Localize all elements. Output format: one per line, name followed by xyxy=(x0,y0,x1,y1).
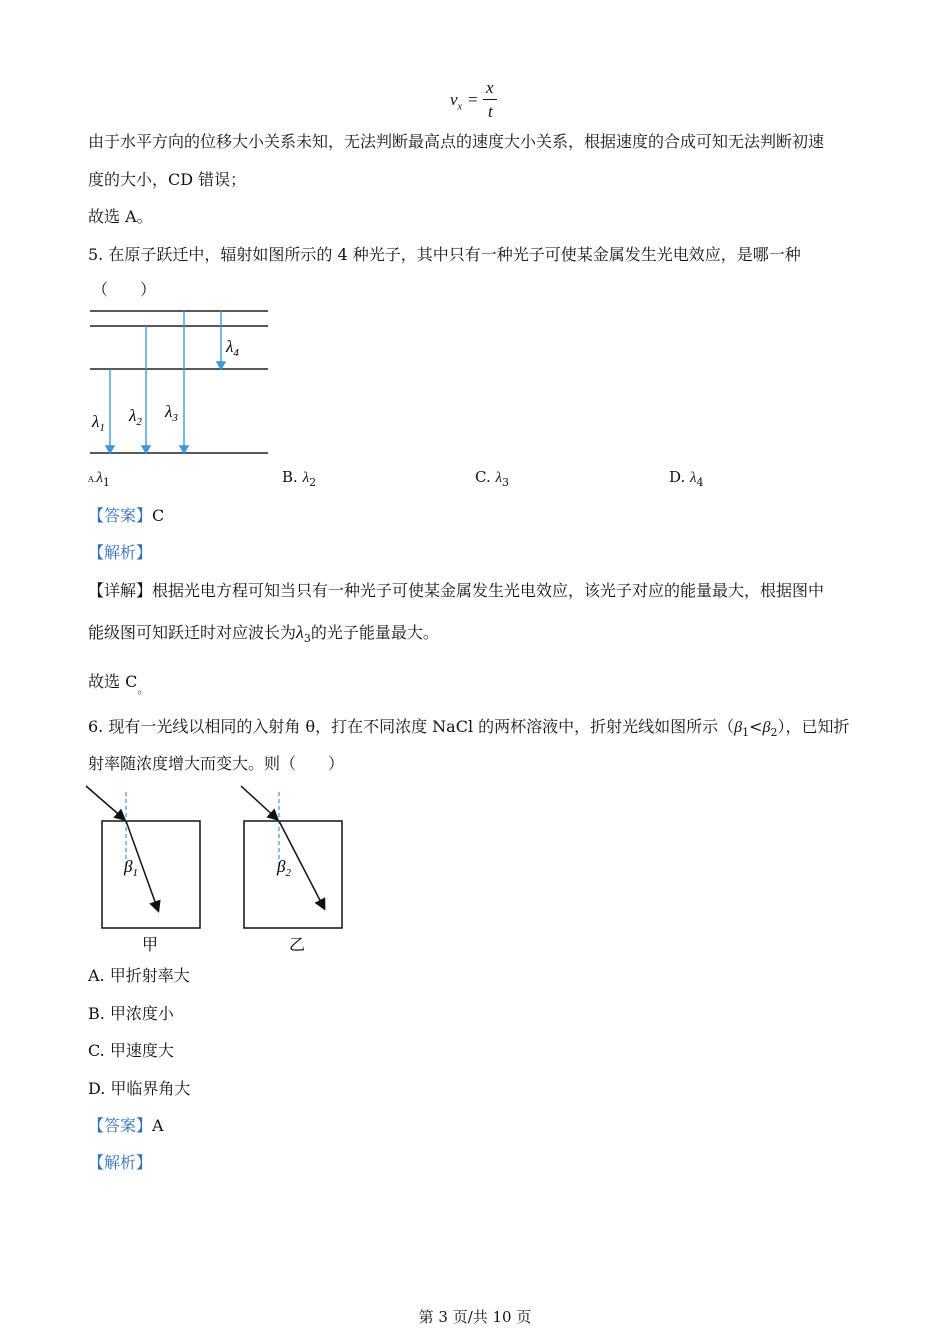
q5-stem-2: （ ） xyxy=(92,280,157,299)
beaker-yi xyxy=(244,821,342,928)
arrowhead xyxy=(180,446,188,453)
q5-option-d: D. $\lambda_4$ xyxy=(669,468,704,489)
refracted-ray-yi xyxy=(279,821,324,908)
energy-level-diagram xyxy=(86,300,276,465)
q4-text-2: 度的大小，CD 错误； xyxy=(88,170,247,189)
answer-tag: 【答案】 xyxy=(88,1116,153,1135)
incident-ray-jia xyxy=(86,786,124,819)
angle-label-yi: $\beta_2$ xyxy=(277,857,291,879)
refraction-diagram xyxy=(84,780,364,960)
q5-option-b: B. $\lambda_2$ xyxy=(282,468,317,489)
arrowhead xyxy=(217,362,225,369)
wavelength-label-1: $\lambda_1$ xyxy=(92,412,105,434)
q5-conclusion: 故选 $C_。$ xyxy=(88,672,150,696)
arrowhead xyxy=(106,446,114,453)
q5-option-c: C. $\lambda_3$ xyxy=(475,468,509,489)
q6-option-c: C. 甲速度大 xyxy=(88,1041,174,1060)
q5-option-a: $A.\lambda_1$ xyxy=(88,470,110,489)
fraction-bar xyxy=(483,99,497,100)
q5-analysis-tag: 【解析】 xyxy=(88,543,153,562)
q4-text-1: 由于水平方向的位移大小关系未知，无法判断最高点的速度大小关系，根据速度的合成可知无法判断初速 xyxy=(88,132,825,151)
caption-jia: 甲 xyxy=(142,937,159,954)
q6-stem-1: 6. 现有一光线以相同的入射角 θ，打在不同浓度 NaCl 的两杯溶液中，折射光线如图所示$(\beta_1<\beta_2)$，已知折 xyxy=(88,717,850,740)
formula-lhs: $v_x$ xyxy=(450,90,462,113)
q5-answer: 【答案】C xyxy=(88,506,165,525)
beaker-jia xyxy=(102,821,200,928)
answer-tag: 【答案】 xyxy=(88,506,153,525)
q4-conclusion: 故选 A。 xyxy=(88,207,153,226)
detail-tag: 【详解】 xyxy=(88,581,153,600)
q6-analysis-tag: 【解析】 xyxy=(88,1153,153,1172)
q6-answer: 【答案】A xyxy=(88,1116,164,1135)
velocity-formula xyxy=(448,78,508,122)
wavelength-label-3: $\lambda_3$ xyxy=(165,402,178,424)
q5-detail-2: 能级图可知跃迁时对应波长为$\lambda_3$的光子能量最大。 xyxy=(88,622,439,646)
caption-yi: 乙 xyxy=(289,937,306,954)
arrowhead xyxy=(142,446,150,453)
formula-eq: = xyxy=(468,90,478,109)
q6-stem-2: 射率随浓度增大而变大。则（ ） xyxy=(88,754,345,773)
q5-stem-1: 5. 在原子跃迁中，辐射如图所示的 4 种光子，其中只有一种光子可使某金属发生光电效应，是哪一种 xyxy=(88,245,801,264)
page-number-footer: 第 3 页/共 10 页 xyxy=(418,1308,532,1326)
wavelength-label-4: $\lambda_4$ xyxy=(226,337,239,359)
wavelength-label-2: $\lambda_2$ xyxy=(129,406,142,428)
formula-denominator: t xyxy=(488,102,493,121)
q6-option-d: D. 甲临界角大 xyxy=(88,1079,191,1098)
q6-option-a: A. 甲折射率大 xyxy=(88,966,190,985)
formula-numerator: x xyxy=(486,78,494,97)
angle-label-jia: $\beta_1$ xyxy=(124,857,138,879)
q6-option-b: B. 甲浓度小 xyxy=(88,1004,174,1023)
q5-detail-1: 【详解】根据光电方程可知当只有一种光子可使某金属发生光电效应，该光子对应的能量最大，根据图中 xyxy=(88,581,825,600)
incident-ray-yi xyxy=(241,786,277,819)
